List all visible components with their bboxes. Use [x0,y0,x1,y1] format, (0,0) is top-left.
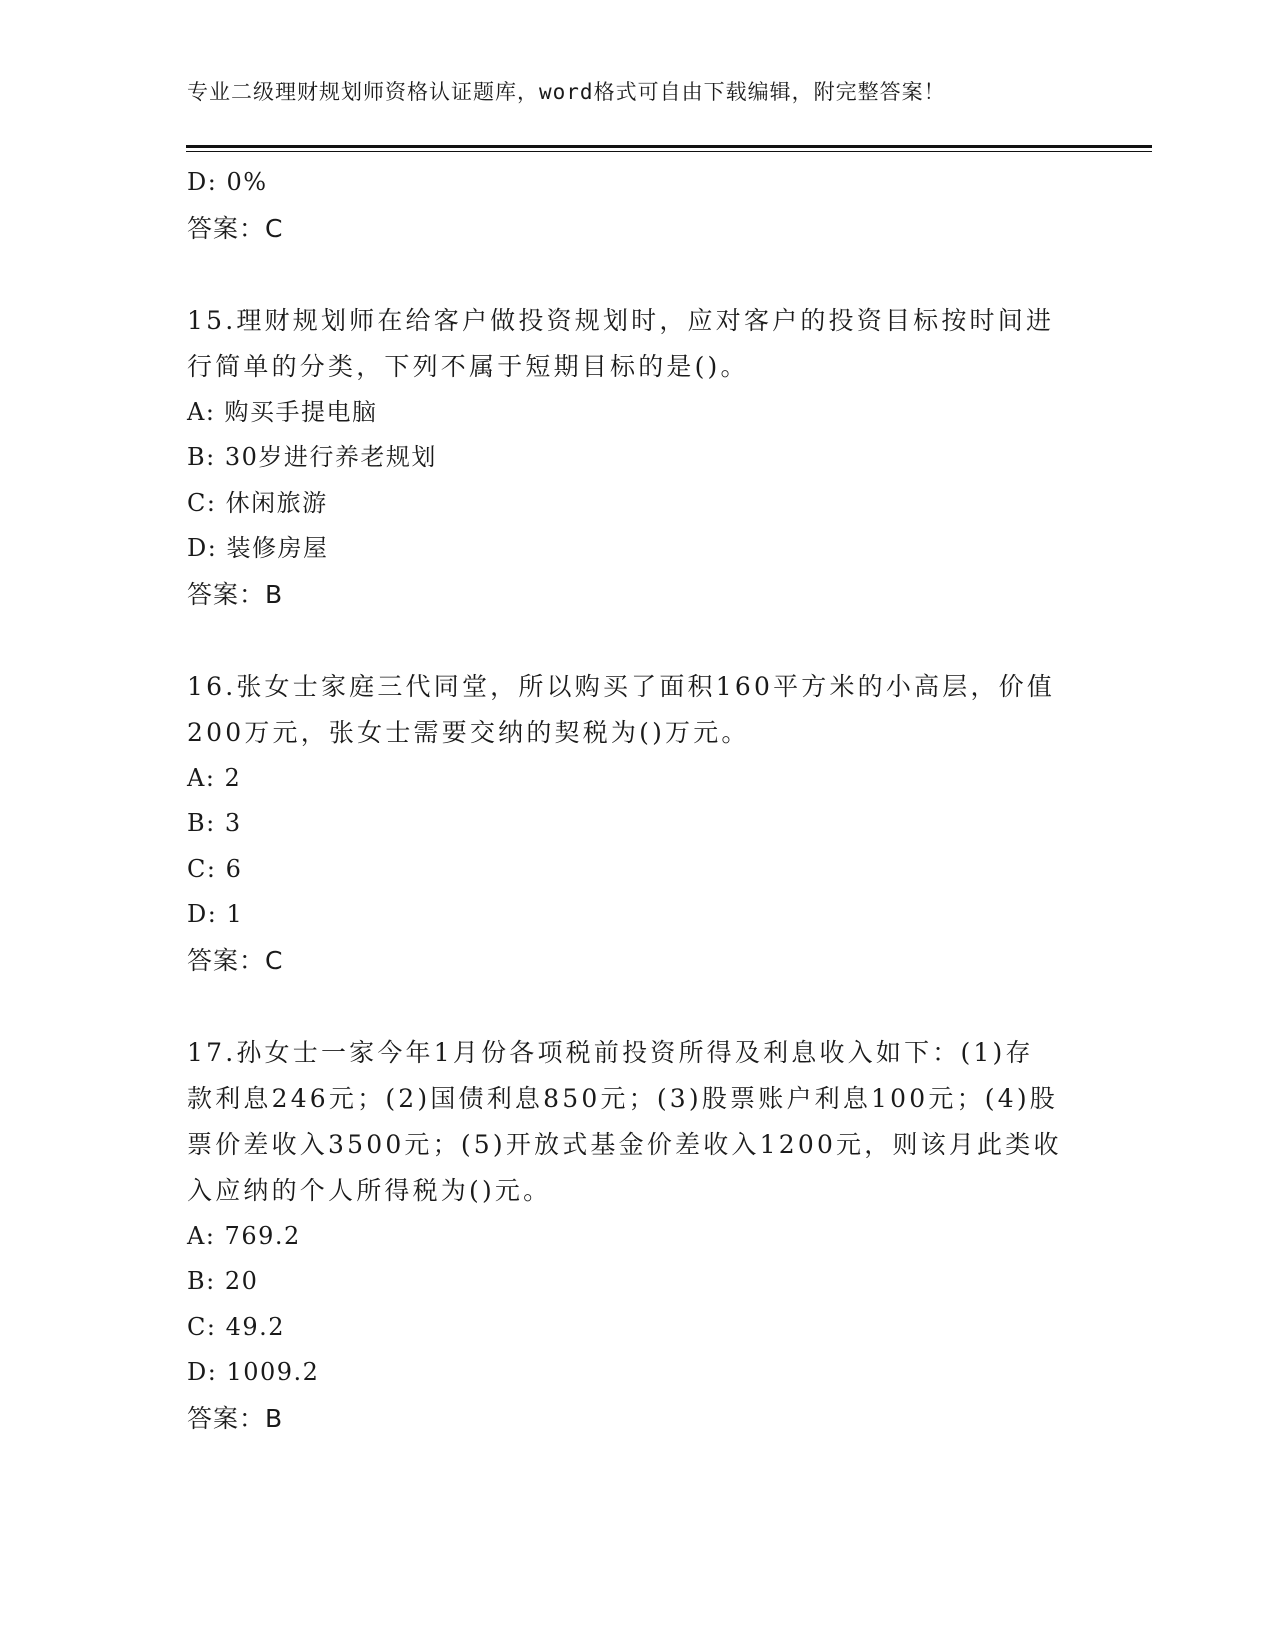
answer: 答案：B [187,1403,284,1433]
option-a: A: 2 [187,763,242,792]
header-divider [186,145,1152,148]
spacer [187,983,1087,1030]
question-stem-line: 行简单的分类，下列不属于短期目标的是()。 [187,351,749,381]
question-stem-line: 票价差收入3500元；(5)开放式基金价差收入1200元，则该月此类收 [187,1129,1062,1159]
question-16 [187,664,1087,756]
spacer [187,617,1087,664]
question-stem-line: 200万元，张女士需要交纳的契税为()万元。 [187,717,750,747]
question-stem-line: 15.理财规划师在给客户做投资规划时，应对客户的投资目标按时间进 [187,305,1055,335]
option-d: D: 1 [187,900,244,928]
option-c: C: 49.2 [187,1312,286,1341]
question-15 [187,298,1087,390]
option-b: B: 30岁进行养老规划 [187,443,437,471]
spacer [187,251,1087,298]
option-c: C: 休闲旅游 [187,488,328,517]
option-a: A: 购买手提电脑 [187,397,378,426]
question-stem-line: 款利息246元；(2)国债利息850元；(3)股票账户利息100元；(4)股 [187,1083,1058,1113]
answer: 答案：B [187,579,284,609]
question-stem-line: 入应纳的个人所得税为()元。 [187,1175,552,1205]
answer: 答案：C [187,945,284,975]
option-b: B: 20 [187,1267,259,1295]
option-c: C: 6 [187,854,243,883]
question-stem-line: 16.张女士家庭三代同堂，所以购买了面积160平方米的小高层，价值 [187,671,1056,701]
header-divider-thin [186,151,1152,152]
question-content [187,160,1087,1441]
page-header: 专业二级理财规划师资格认证题库，word格式可自由下载编辑，附完整答案！ [187,80,946,104]
option-d: D: 1009.2 [187,1358,320,1386]
option-a: A: 769.2 [187,1221,301,1250]
option-b: B: 3 [187,809,242,837]
option-d: D: 装修房屋 [187,534,329,562]
option-d: D: 0% [187,168,268,196]
answer: 答案：C [187,213,284,243]
question-stem-line: 17.孙女士一家今年1月份各项税前投资所得及利息收入如下：(1)存 [187,1037,1034,1067]
question-17 [187,1030,1087,1214]
